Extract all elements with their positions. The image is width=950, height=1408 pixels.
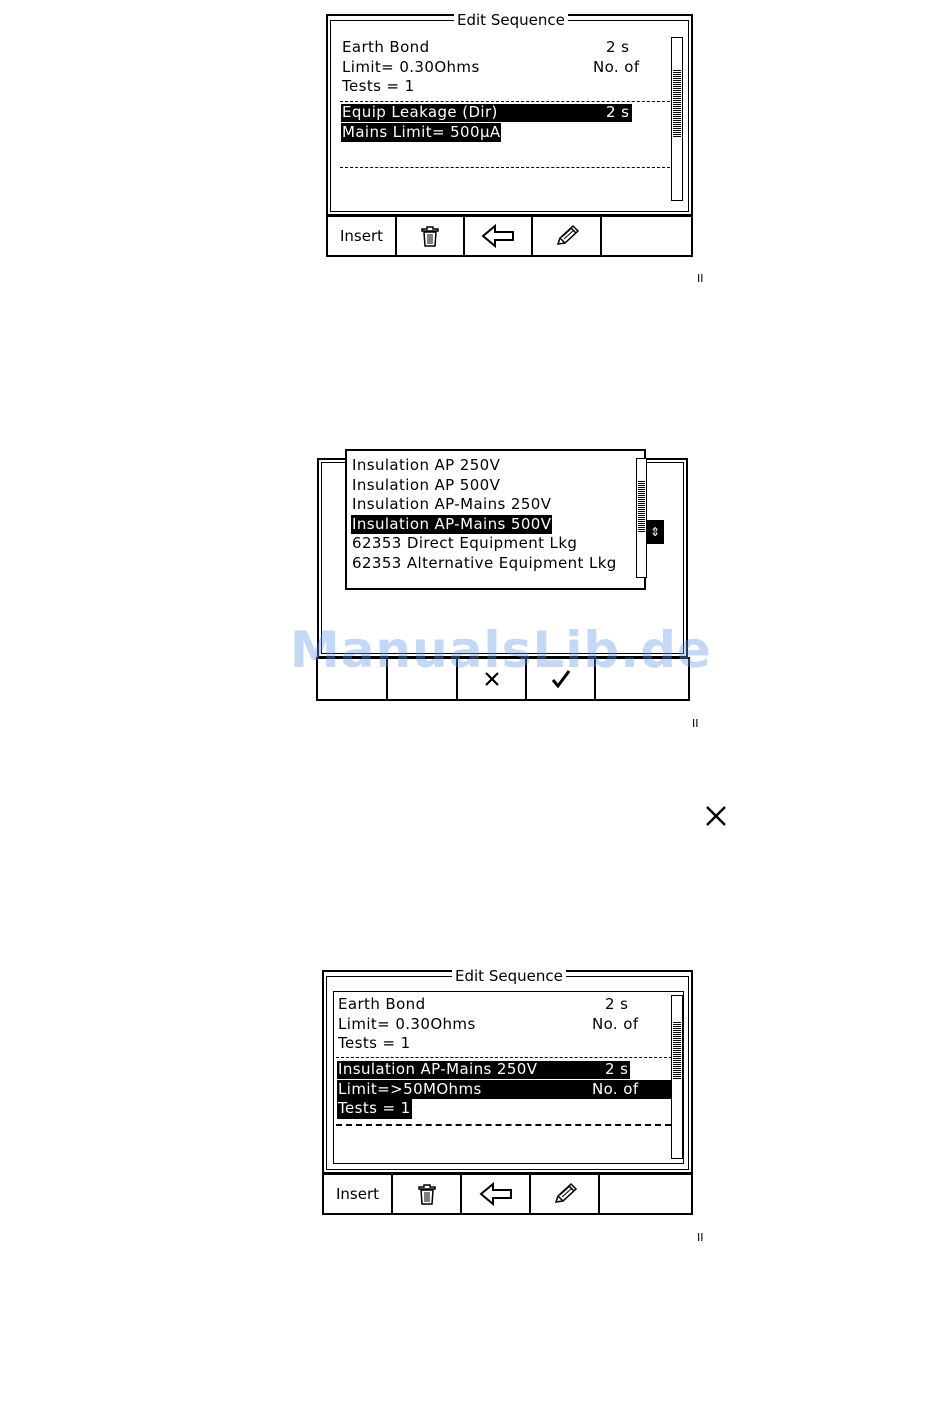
option-label: 62353 Direct Equipment Lkg xyxy=(352,534,578,552)
item-tests: Tests = 1 xyxy=(338,1099,411,1117)
window-title: Edit Sequence xyxy=(452,968,566,984)
trash-icon xyxy=(421,225,439,247)
item-duration: 2 s xyxy=(606,38,630,56)
item-duration: 2 s xyxy=(605,995,629,1013)
window-title: Edit Sequence xyxy=(454,12,568,28)
option-label: Insulation AP 250V xyxy=(352,456,501,474)
trash-icon xyxy=(418,1183,436,1205)
empty-softkey xyxy=(600,1175,691,1213)
list-item-selected[interactable] xyxy=(335,1099,675,1119)
separator-line xyxy=(340,101,670,102)
scrollbar[interactable] xyxy=(671,995,683,1159)
insert-label: Insert xyxy=(335,1185,380,1203)
list-item-selected[interactable] xyxy=(349,515,629,535)
item-limit: Mains Limit= 500μA xyxy=(342,122,501,141)
separator-line xyxy=(340,167,670,168)
option-label: Insulation AP-Mains 500V xyxy=(352,514,552,533)
item-count-label: No. of xyxy=(593,57,640,76)
scrollbar-thumb[interactable] xyxy=(638,481,645,533)
item-limit: Limit=>50MOhms xyxy=(338,1079,482,1098)
list-item[interactable] xyxy=(349,534,629,554)
list-item[interactable] xyxy=(335,1015,655,1035)
close-icon xyxy=(704,805,728,827)
list-item[interactable] xyxy=(339,58,659,78)
back-button[interactable] xyxy=(465,217,533,255)
item-count-label: No. of xyxy=(592,1079,639,1098)
list-item[interactable] xyxy=(335,995,655,1015)
option-label: 62353 Alternative Equipment Lkg xyxy=(352,553,617,572)
back-arrow-icon xyxy=(481,224,515,248)
item-name: Insulation AP-Mains 250V xyxy=(338,1060,538,1078)
list-item[interactable] xyxy=(339,77,659,97)
screen-edit-sequence-1 xyxy=(326,11,693,257)
scrollbar-thumb[interactable] xyxy=(673,70,681,138)
empty-softkey xyxy=(602,217,691,255)
item-tests: Tests = 1 xyxy=(338,1034,411,1052)
sequence-list[interactable] xyxy=(335,995,655,1054)
page-marker: II xyxy=(697,1231,704,1244)
list-item[interactable] xyxy=(349,554,629,574)
test-options-list[interactable] xyxy=(349,456,629,573)
item-tests: Tests = 1 xyxy=(342,77,415,95)
back-arrow-icon xyxy=(479,1182,513,1206)
list-item-selected[interactable] xyxy=(335,1080,675,1100)
scrollbar[interactable] xyxy=(671,37,683,201)
insert-label: Insert xyxy=(339,227,384,245)
item-limit: Limit= 0.30Ohms xyxy=(342,57,480,76)
option-label: Insulation AP 500V xyxy=(352,475,501,494)
delete-button[interactable] xyxy=(397,217,465,255)
scrollbar-thumb[interactable] xyxy=(673,1022,681,1080)
list-item-selected[interactable] xyxy=(339,123,659,143)
insert-button[interactable] xyxy=(328,217,397,255)
list-item-selected[interactable] xyxy=(339,103,659,123)
edit-button[interactable] xyxy=(533,217,602,255)
page-marker: II xyxy=(697,272,704,285)
item-duration: 2 s xyxy=(605,1060,629,1078)
watermark: ManualsLib.de xyxy=(290,621,712,679)
list-item[interactable] xyxy=(349,456,629,476)
test-selection-popup xyxy=(345,449,646,590)
sequence-list[interactable] xyxy=(339,38,659,97)
list-item[interactable] xyxy=(349,476,629,496)
selected-sequence-item[interactable] xyxy=(339,103,659,142)
separator-line xyxy=(336,1057,672,1058)
pencil-icon xyxy=(554,224,580,248)
softkey-bar xyxy=(322,1173,693,1215)
item-name: Earth Bond xyxy=(338,995,426,1013)
item-limit: Limit= 0.30Ohms xyxy=(338,1014,476,1033)
insert-button[interactable] xyxy=(324,1175,393,1213)
separator-line xyxy=(336,1124,671,1126)
item-duration: 2 s xyxy=(606,103,630,121)
dropdown-arrow-button[interactable]: ⇕ xyxy=(646,520,664,544)
page-marker: II xyxy=(692,717,699,730)
item-name: Equip Leakage (Dir) xyxy=(342,103,498,121)
softkey-bar xyxy=(326,215,693,257)
option-label: Insulation AP-Mains 250V xyxy=(352,495,552,513)
item-name: Earth Bond xyxy=(342,38,430,56)
delete-button[interactable] xyxy=(393,1175,462,1213)
list-item-selected[interactable] xyxy=(335,1060,675,1080)
back-button[interactable] xyxy=(462,1175,531,1213)
list-item[interactable] xyxy=(349,495,629,515)
selected-sequence-item[interactable] xyxy=(335,1060,675,1119)
scrollbar[interactable] xyxy=(636,458,647,578)
screen-edit-sequence-2 xyxy=(322,967,693,1215)
pencil-icon xyxy=(552,1182,578,1206)
list-item[interactable] xyxy=(335,1034,655,1054)
list-item[interactable] xyxy=(339,38,659,58)
edit-button[interactable] xyxy=(531,1175,600,1213)
item-count-label: No. of xyxy=(592,1014,639,1033)
